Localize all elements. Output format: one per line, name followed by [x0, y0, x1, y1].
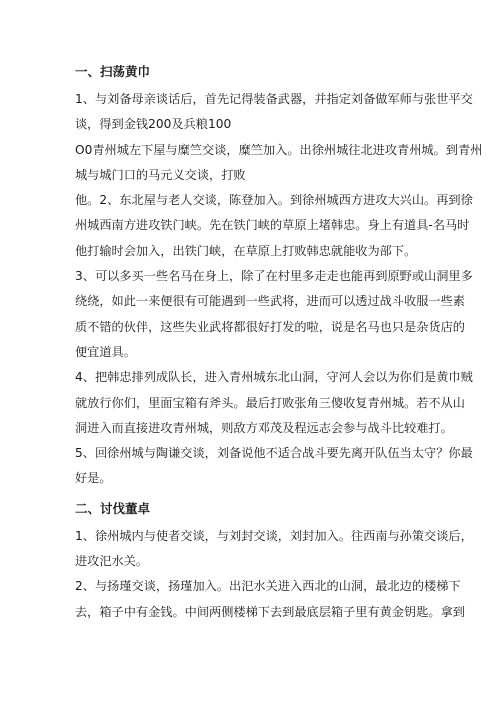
text-line: 2、与扬瑾交谈，扬瑾加入。出汜水关进入西北的山洞，最北边的楼梯下 — [75, 579, 461, 594]
text-line: 质不错的伙伴，这些失业武将都很好打发的啦，说是名马也只是杂货店的 — [75, 319, 465, 334]
text-line: 洞进入而直接进攻青州城，则敌方邓茂及程远志会参与战斗比较难打。 — [75, 420, 453, 435]
section-heading: 一、扫荡黄巾 — [75, 64, 151, 79]
text-line: 1、徐州城内与使者交谈，与刘封交谈，刘封加入。往西南与孙策交谈后， — [75, 528, 473, 543]
text-line: 去，箱子中有金钱。中间两侧楼梯下去到最底层箱子里有黄金钥匙。拿到 — [75, 604, 465, 619]
paragraph — [75, 87, 473, 138]
paragraph — [75, 574, 465, 625]
text-line: 4、把韩忠排列成队长，进入青州城东北山洞，守河人会以为你们是黄巾贼 — [75, 370, 473, 385]
text-line: 州城西南方进攻铁门峡。先在铁门峡的草原上堵韩忠。身上有道具-名马时 — [75, 218, 470, 233]
text-line: O0青州城左下屋与糜竺交谈，糜竺加入。出徐州城往北进攻青州城。到青州 — [75, 142, 483, 157]
section-heading: 二、讨伐董卓 — [75, 500, 151, 516]
text-line: 城与城门口的马元义交谈，打败 — [75, 167, 246, 182]
text-line: 1、与刘备母亲谈话后，首先记得装备武器，并指定刘备做军师与张世平交 — [75, 92, 473, 106]
text-line: 好是。 — [75, 471, 112, 486]
text-line: 绕绕，如此一来便很有可能遇到一些武将，进而可以透过战斗收服一些素 — [75, 294, 465, 309]
text-line: 他。2、东北屋与老人交谈，陈登加入。到徐州城西方进攻大兴山。再到徐 — [75, 193, 473, 208]
paragraph — [75, 138, 483, 189]
text-line: 他打输时会加入，出铁门峡，在草原上打败韩忠就能收为部下。 — [75, 243, 417, 258]
paragraph — [75, 365, 473, 441]
section-gap — [75, 492, 435, 500]
paragraph — [75, 188, 473, 264]
text-line: 进攻汜水关。 — [75, 554, 149, 569]
text-line: 就放行你们，里面宝箱有斧头。最后打败张角三傻收复青州城。若不从山 — [75, 395, 465, 410]
text-line: 便宜道具。 — [75, 344, 136, 359]
document-body — [75, 63, 483, 625]
text-line: 5、回徐州城与陶谦交谈，刘备说他不适合战斗要先离开队伍当太守？你最 — [75, 446, 473, 461]
text-line: 谈，得到金钱200及兵粮100 — [75, 117, 232, 132]
paragraph — [75, 264, 473, 365]
paragraph — [75, 441, 473, 492]
text-line: 3、可以多买一些名马在身上，除了在村里多走走也能再到原野或山洞里多 — [75, 269, 473, 284]
paragraph — [75, 524, 473, 575]
